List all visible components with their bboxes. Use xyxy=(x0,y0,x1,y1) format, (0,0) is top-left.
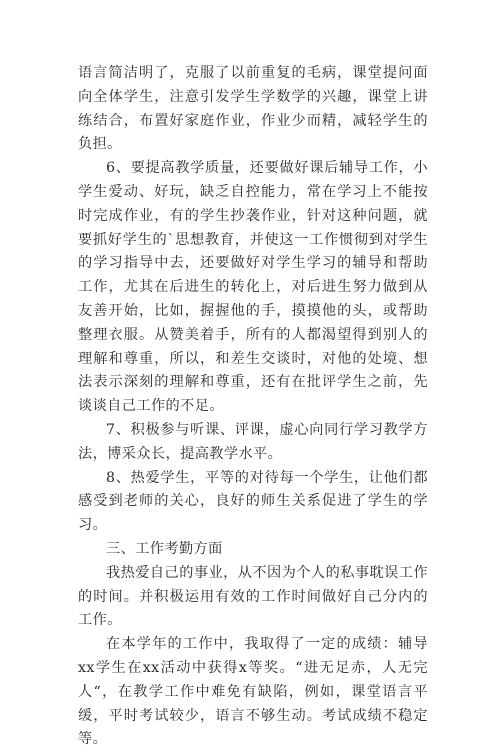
paragraph-4: 8、热爱学生，平等的对待每一个学生，让他们都感受到老师的关心，良好的师生关系促进了学生的学习。 xyxy=(78,469,428,534)
paragraph-2: 6、要提高教学质量，还要做好课后辅导工作，小学生爱动、好玩，缺乏自控能力，常在学习上不能按时完成作业，有的学生抄袭作业，针对这种问题，就要抓好学生的`思想教育，并使这一工作惯彻到对学生的学习指导中去，还要做好对学生学习的辅导和帮助工作，尤其在后进生的转化上，对后进生努力做到从友善开始，比如，握握他的手，摸摸他的头，或帮助整理衣服。从赞美着手，所有的人都渴望得到别人的理解和尊重，所以，和差生交谈时，对他的处境、想法表示深刻的理解和尊重，还有在批评学生之前，先谈谈自己工作的不足。 xyxy=(78,160,428,415)
paragraph-5: 我热爱自己的事业，从不因为个人的私事耽误工作的时间。并积极运用有效的工作时间做好自己分内的工作。 xyxy=(78,564,428,629)
section-heading: 三、工作考勤方面 xyxy=(106,540,223,557)
document-body xyxy=(78,62,428,752)
paragraph-1: 语言简洁明了，克服了以前重复的毛病，课堂提问面向全体学生，注意引发学生学数学的兴趣，课堂上讲练结合，布置好家庭作业，作业少而精，减轻学生的负担。 xyxy=(78,65,428,153)
paragraph-3: 7、积极参与听课、评课，虚心向同行学习教学方法，博采众长，提高教学水平。 xyxy=(78,421,428,462)
paragraph-6: 在本学年的工作中，我取得了一定的成绩：辅导xx学生在xx活动中获得x等奖。“进无足赤，人无完人“，在教学工作中难免有缺陷，例如，课堂语言平缓，平时考试较少，语言不够生动。考试成绩不稳定等。 xyxy=(78,636,428,748)
